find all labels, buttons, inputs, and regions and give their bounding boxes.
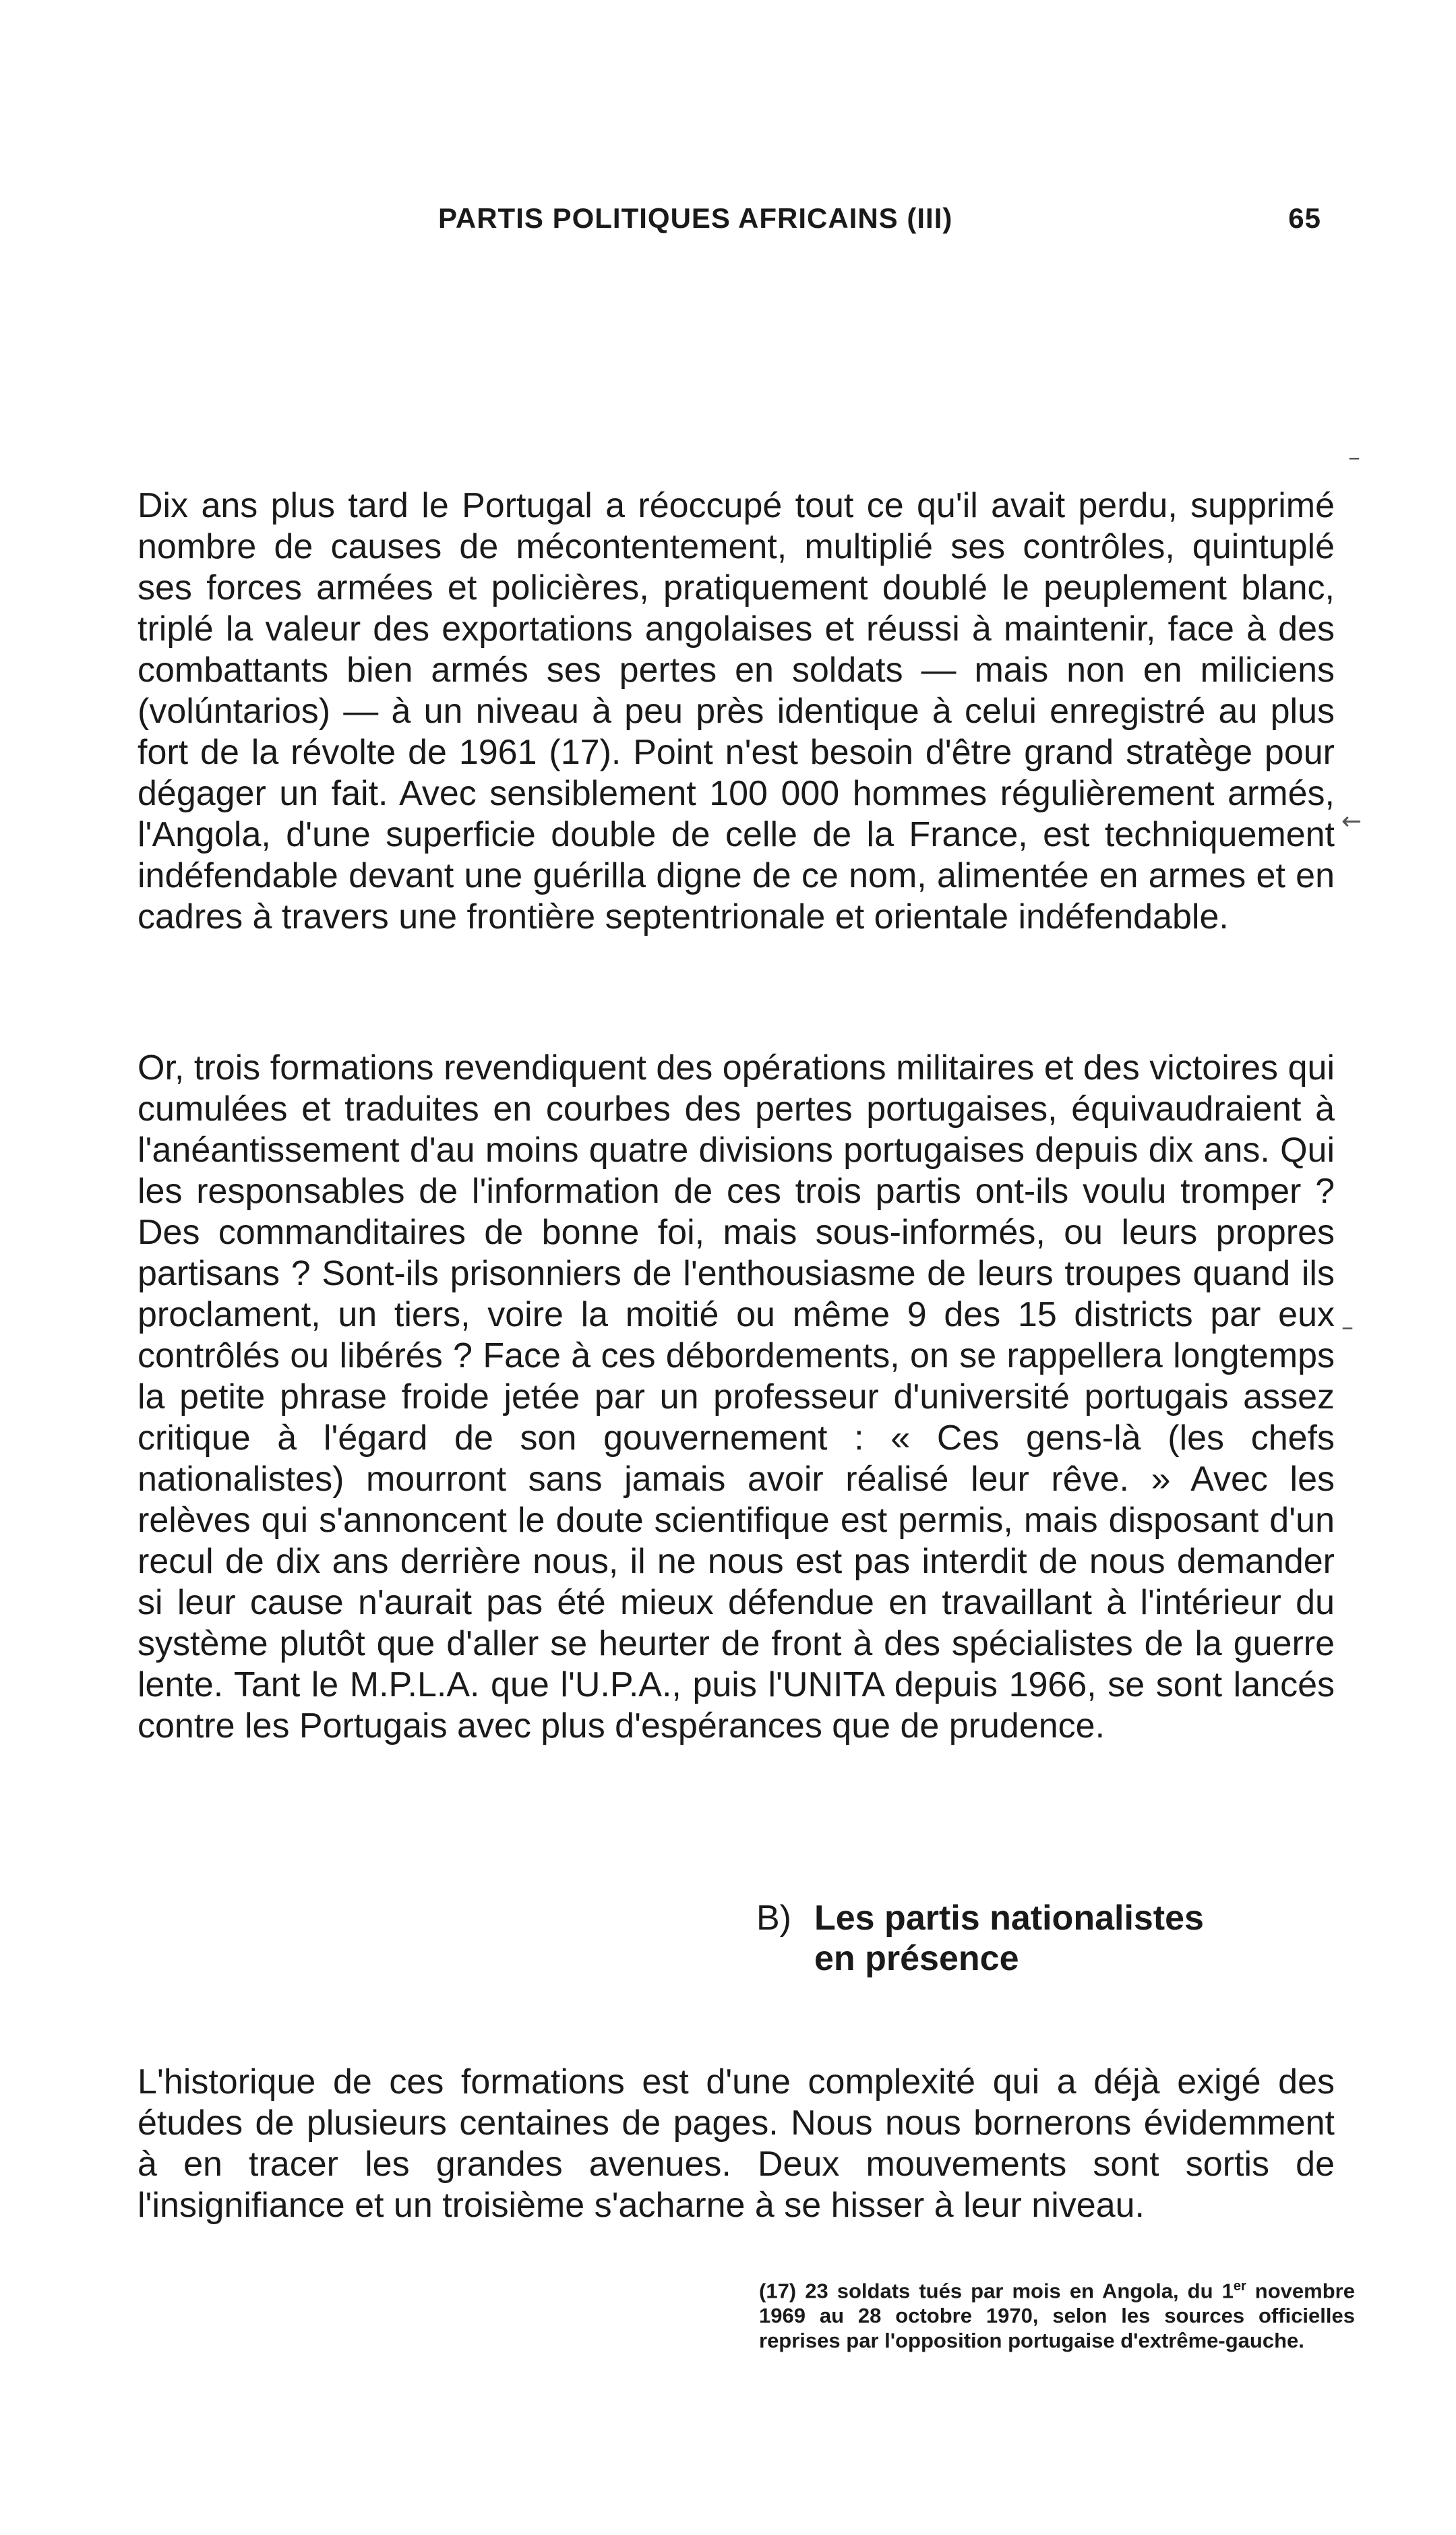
section-title-line1: Les partis nationalistes [814, 1899, 1204, 1938]
margin-arrow-mark: ← [1341, 808, 1362, 835]
footnote-superscript: er [1233, 2279, 1246, 2294]
margin-dash-mark: – [1348, 444, 1360, 471]
footnote-17 [759, 2274, 1355, 2353]
footnote-marker: (17) [759, 2279, 797, 2303]
section-heading [756, 1898, 1204, 1979]
page-number: 65 [1288, 202, 1321, 234]
footnote-text-start: 23 soldats tués par mois en Angola, du 1 [805, 2279, 1234, 2303]
paragraph-2: Or, trois formations revendiquent des opérations militaires et des victoires qui cumulées et traduites en courbes des pertes portugaises, équivaudraient à l'anéantissement d'au moins quatre divisions portugaises depuis dix ans. Qui les responsables de l'information de ces trois partis ont-ils voulu tromper ? Des commanditaires de bonne foi, mais sous-informés, ou leurs propres partisans ? Sont-ils prisonniers de l'enthousiasme de leurs troupes quand ils proclament, un tiers, voire la moitié ou même 9 des 15 districts par eux contrôlés ou libérés ? Face à ces débordements, on se rappellera longtemps la petite phrase froide jetée par un professeur d'université portugais assez critique à l'égard de son gouvernement : « Ces gens-là (les chefs nationalistes) mourront sans jamais avoir réalisé leur rêve. » Avec les relèves qui s'annoncent le doute scientifique est permis, mais disposant d'un recul de dix ans derrière nous, il ne nous est pas interdit de nous demander si leur cause n'aurait pas été mieux défendue en travaillant à l'intérieur du système plutôt que d'aller se heurter de front à des spécialistes de la guerre lente. Tant le M.P.L.A. que l'U.P.A., puis l'UNITA depuis 1966, se sont lancés contre les Portugais avec plus d'espérances que de prudence. [138, 1048, 1335, 1746]
margin-dash-mark-2: – [1341, 1313, 1354, 1341]
running-title: PARTIS POLITIQUES AFRICAINS (III) [438, 202, 953, 234]
paragraph-3: L'historique de ces formations est d'une complexité qui a déjà exigé des études de plusieurs centaines de pages. Nous nous bornerons évidemment à en tracer les grandes avenues. Deux mouvements sont sortis de l'insignifiance et un troisième s'acharne à se hisser à leur niveau. [138, 2062, 1335, 2225]
section-label: B) [756, 1899, 791, 1938]
section-title-line2: en présence [814, 1939, 1019, 1978]
paragraph-1: Dix ans plus tard le Portugal a réoccupé tout ce qu'il avait perdu, supprimé nombre de causes de mécontentement, multiplié ses contrôles, quintuplé ses forces armées et policières, pratiquement doublé le peuplement blanc, triplé la valeur des exportations angolaises et réussi à maintenir, face à des combattants bien armés ses pertes en soldats — mais non en miliciens (volúntarios) — à un niveau à peu près identique à celui enregistré au plus fort de la révolte de 1961 (17). Point n'est besoin d'être grand stratège pour dégager un fait. Avec sensiblement 100 000 hommes régulièrement armés, l'Angola, d'une superficie double de celle de la France, est techniquement indéfendable devant une guérilla digne de ce nom, alimentée en armes et en cadres à travers une frontière septentrionale et orientale indéfendable. [138, 486, 1335, 936]
footnote-text-end: novembre 1969 au 28 octobre 1970, selon les sources officielles reprises par l'opposition portugaise d'extrême-gauche. [759, 2279, 1355, 2353]
